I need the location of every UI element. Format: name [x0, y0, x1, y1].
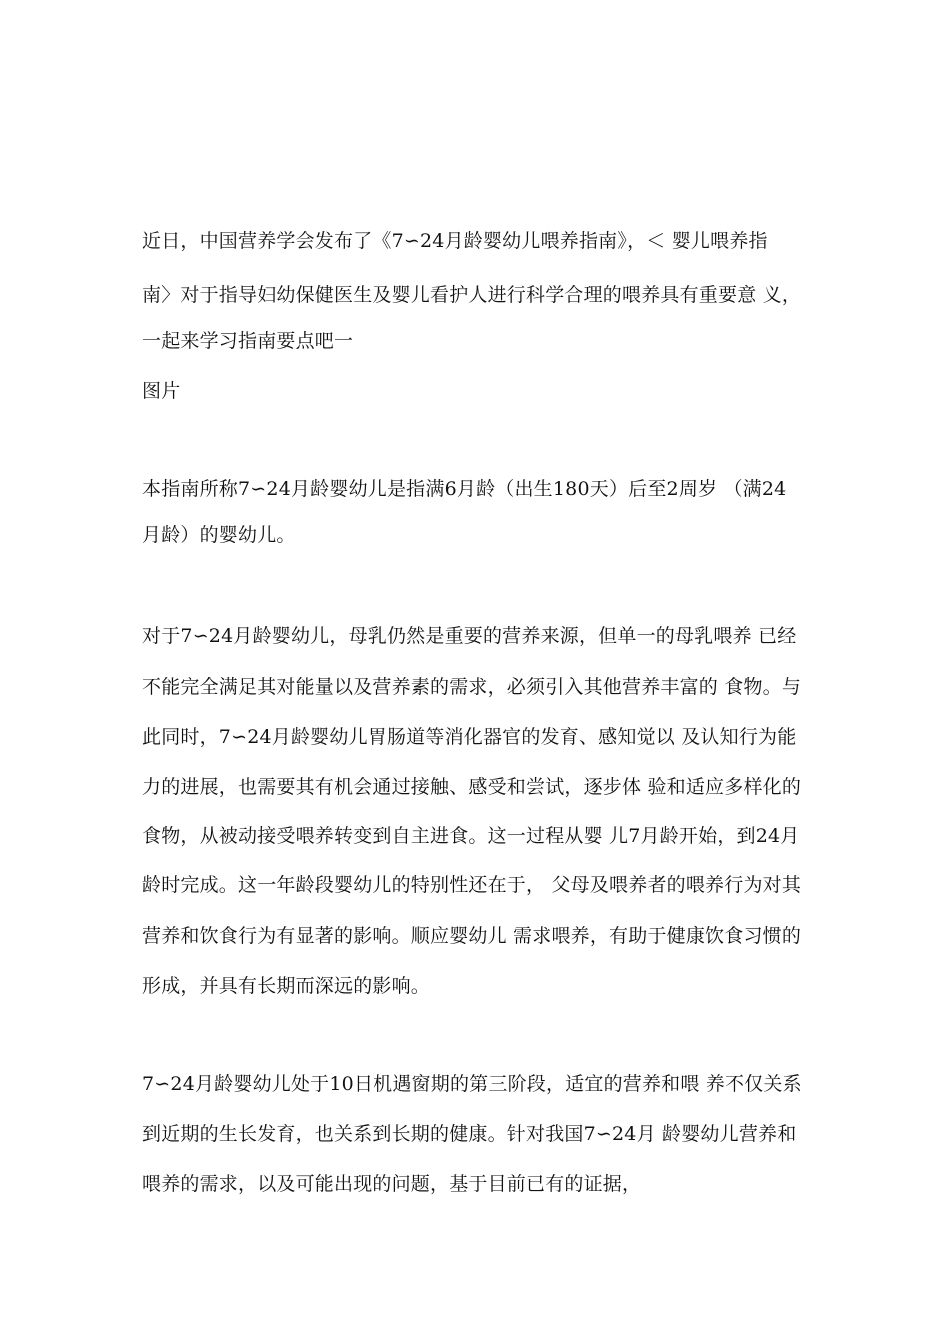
- paragraph-1-line-2: 南〉对于指导妇幼保健医生及婴儿看护人进行科学合理的喂养具有重要意 义，: [142, 284, 802, 306]
- paragraph-4-line-3: 喂养的需求，以及可能出现的问题，基于目前已有的证据，: [142, 1173, 642, 1195]
- paragraph-3-line-8: 形成，并具有长期而深远的影响。: [142, 975, 431, 997]
- paragraph-4-line-2: 到近期的生长发育，也关系到长期的健康。针对我国7∽24月 龄婴幼儿营养和: [142, 1123, 797, 1145]
- paragraph-3-line-5: 食物，从被动接受喂养转变到自主进食。这一过程从婴 儿7月龄开始，到24月: [142, 825, 800, 847]
- paragraph-2-line-1: 本指南所称7∽24月龄婴幼儿是指满6月龄（出生180天）后至2周岁 （满24: [142, 478, 787, 500]
- paragraph-3-line-1: 对于7∽24月龄婴幼儿，母乳仍然是重要的营养来源，但单一的母乳喂养 已经: [142, 625, 797, 647]
- paragraph-4-line-1: 7∽24月龄婴幼儿处于10日机遇窗期的第三阶段，适宜的营养和喂 养不仅关系: [142, 1073, 802, 1095]
- paragraph-1-line-1: 近日，中国营养学会发布了《7∽24月龄婴幼儿喂养指南》，＜ 婴儿喂养指: [142, 230, 768, 252]
- paragraph-3-line-2: 不能完全满足其对能量以及营养素的需求，必须引入其他营养丰富的 食物。与: [142, 676, 802, 698]
- paragraph-3-line-3: 此同时，7∽24月龄婴幼儿胃肠道等消化器官的发育、感知觉以 及认知行为能: [142, 726, 797, 748]
- paragraph-3-line-6: 龄时完成。这一年龄段婴幼儿的特别性还在于， 父母及喂养者的喂养行为对其: [142, 874, 802, 896]
- paragraph-2-line-2: 月龄）的婴幼儿。: [142, 524, 296, 546]
- paragraph-1-line-3: 一起来学习指南要点吧一: [142, 330, 354, 352]
- paragraph-3-line-4: 力的进展，也需要其有机会通过接触、感受和尝试，逐步体 验和适应多样化的: [142, 776, 802, 798]
- paragraph-3-line-7: 营养和饮食行为有显著的影响。顺应婴幼儿 需求喂养，有助于健康饮食习惯的: [142, 925, 802, 947]
- image-placeholder-label: 图片: [142, 380, 181, 402]
